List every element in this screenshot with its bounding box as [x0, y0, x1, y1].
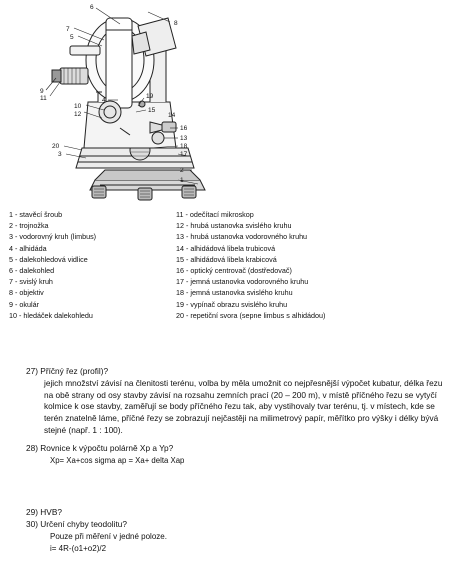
legend-right-column [176, 209, 325, 321]
callout-7: 7 [66, 26, 70, 33]
legend-item: 3 - vodorovný kruh (limbus) [9, 232, 97, 242]
callout-14: 14 [168, 112, 176, 119]
callout-19: 19 [146, 93, 154, 100]
legend-item: 17 - jemná ustanovka vodorovného kruhu [176, 277, 309, 287]
legend-item: 18 - jemná ustanovka svislého kruhu [176, 288, 293, 298]
legend-item: 6 - dalekohled [9, 266, 55, 276]
callout-11: 11 [40, 95, 47, 102]
question-30-answer-line: Pouze při měření v jedné poloze. [50, 531, 167, 541]
legend-item: 15 - alhidádová libela krabicová [176, 254, 277, 264]
question-30-answer-line: i= 4R-(o1+o2)/2 [50, 543, 107, 553]
callout-15: 15 [148, 107, 156, 114]
telescope [106, 18, 132, 108]
callout-4: 4 [102, 97, 106, 104]
legend-item: 19 - vypínač obrazu svislého kruhu [176, 299, 288, 309]
legend-item: 16 - optický centrovač (dostředovač) [176, 266, 292, 276]
question-28 [26, 443, 446, 467]
legend-item: 1 - stavěcí šroub [9, 210, 63, 219]
legend-item: 2 - trojnožka [9, 221, 49, 231]
question-28-title: 28) Rovnice k výpočtu polárně Xp a Yp? [26, 443, 174, 453]
side-clamp-screw [162, 122, 176, 132]
callout-10: 10 [74, 103, 82, 110]
finder-scope [70, 46, 100, 55]
question-30 [26, 519, 446, 554]
callout-20: 20 [52, 143, 60, 150]
callout-9: 9 [40, 88, 44, 95]
question-30-title: 30) Určení chyby teodolitu? [26, 519, 128, 529]
callout-8: 8 [174, 20, 178, 27]
legend-item: 8 - objektiv [9, 288, 44, 298]
legend-item: 7 - svislý kruh [9, 277, 53, 287]
theodolite-diagram [0, 0, 462, 205]
question-27 [26, 366, 446, 437]
callout-2: 2 [180, 167, 184, 174]
callout-3: 3 [58, 151, 62, 158]
callout-17: 17 [180, 151, 188, 158]
callout-18: 18 [180, 143, 188, 150]
question-27-title: 27) Příčný řez (profil)? [26, 366, 109, 376]
legend-item: 10 - hledáček dalekohledu [9, 310, 93, 320]
question-28-answer: Xp= Xa+cos sigma ap = Xa+ delta Xap [50, 455, 185, 465]
callout-5: 5 [70, 34, 74, 41]
question-29 [26, 507, 446, 519]
plate-level [99, 101, 121, 123]
callout-12: 12 [74, 111, 82, 118]
legend-item: 12 - hrubá ustanovka svislého kruhu [176, 221, 292, 231]
eyepiece [52, 68, 88, 84]
legend-item: 9 - okulár [9, 299, 39, 309]
legend-left-column [9, 209, 96, 321]
callout-16: 16 [180, 125, 188, 132]
legend-item: 14 - alhidádová libela trubicová [176, 243, 276, 253]
callout-6: 6 [90, 4, 94, 11]
question-27-answer: jejich množství závisí na členitosti terénu, volba by měla umožnit co nejpřesnější výpočet kubatur, délka řezu na obě strany od osy stavby závisí na rozsahu zemních prací (20 – 200 m), v místě příčného řezu se vytyčí kolmice k ose stavby, zaměřují se body příčného řezu tak, aby vystihovaly tvar terénu, tj. v místech, kde se terén znatelně láme, příčné řezy se zobrazují nejčastěji na milimetrový papír, měřítko pro výšky i délky bývá stejné (např. 1 : 100). [44, 377, 443, 435]
callout-13: 13 [180, 135, 188, 142]
question-29-title: 29) HVB? [26, 507, 62, 517]
legend-item: 11 - odečítací mikroskop [176, 210, 254, 219]
legend-item: 5 - dalekohledová vidlice [9, 254, 88, 264]
legend-item: 13 - hrubá ustanovka vodorovného kruhu [176, 232, 308, 242]
legend-item: 20 - repetiční svora (sepne limbus s alhidádou) [176, 310, 326, 320]
callout-1: 1 [180, 177, 184, 184]
legend-item: 4 - alhidáda [9, 243, 47, 253]
